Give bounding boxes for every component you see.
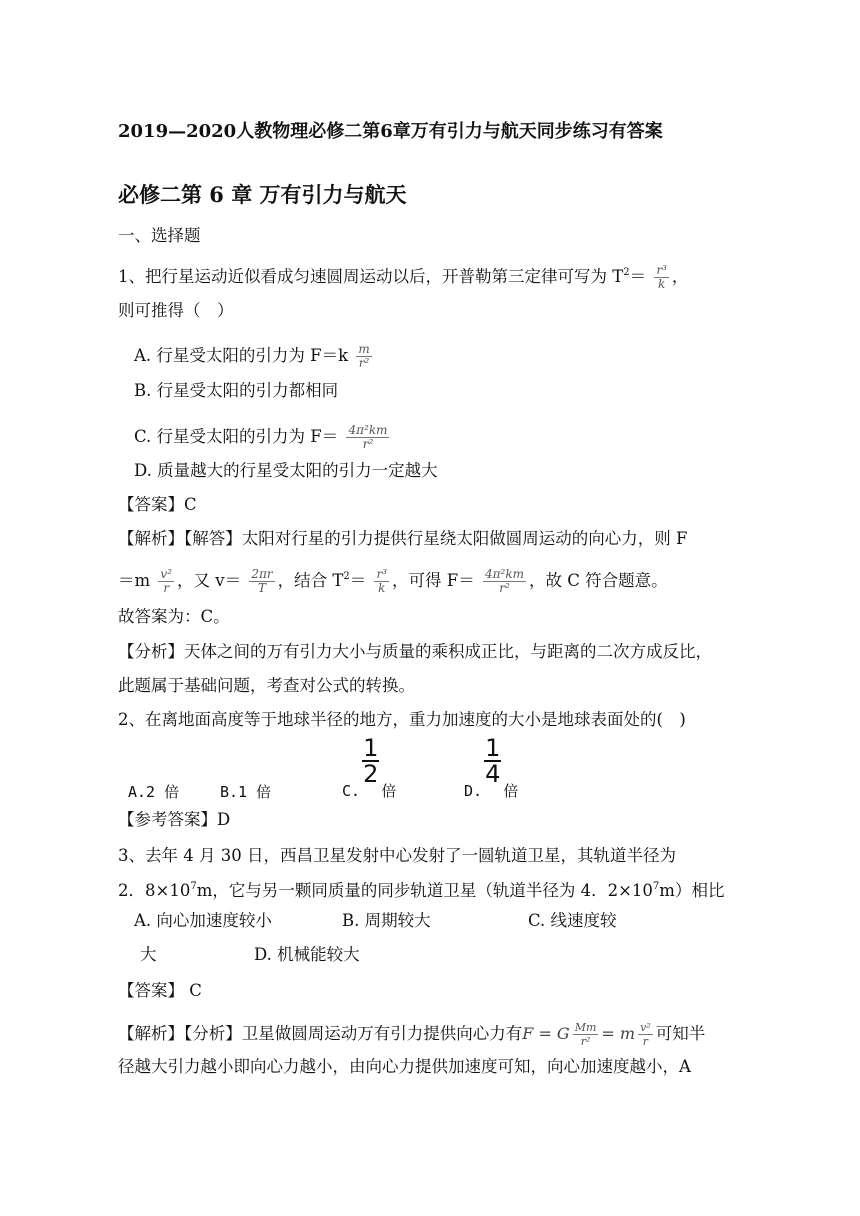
q1-option-b: B. 行星受太阳的引力都相同 [134,381,339,400]
q3-stem-line1: 3、去年 4 月 30 日，西昌卫星发射中心发射了一圆轨道卫星，其轨道半径为 [118,846,676,865]
section-heading: 一、选择题 [118,226,201,245]
q1-option-a: A. 行星受太阳的引力为 F＝k $\frac{m}{\text{r²}}$ [134,342,370,370]
q3-option-b: B. 周期较大 [342,911,431,930]
document-title: 2019—2020人教物理必修二第6章万有引力与航天同步练习有答案 [118,121,663,142]
q2-option-b: B.1 倍 [220,783,272,801]
q2-answer: 【参考答案】D [118,810,231,829]
q1-option-a-fraction: $\frac{m}{\text{r²}}$ [358,342,370,370]
q3-answer: 【答案】 C [118,981,202,1000]
q2-option-a: A.2 倍 [128,783,180,801]
q1-option-d: D. 质量越大的行星受太阳的引力一定越大 [134,461,438,480]
q3-stem-line2: 2．$8\times 10^7m$，它与另一颗同质量的同步轨道卫星（轨道半径为 4．$2\times 10^7m$）相比 [118,881,725,900]
q1-option-c: C. 行星受太阳的引力为 F＝ $\frac{\text{4π²km}}{\text{r²}}$ [134,423,388,451]
q3-explanation-line2: 径越大引力越小即向心力越小，由向心力提供加速度可知，向心加速度越小，A [118,1057,691,1076]
q1-explanation-line2: ＝m $\frac{\text{v²}}{r}$ ，又 v＝ $\frac{2\pi r}{T}$ ，结合 $T^2=$ $\frac{\text{r³}}{k}$ ，可得 F＝ $\frac{\text{4π²km}}{\text{r²}}$ ，故 C 符合题意。 [118,567,668,595]
q1-analysis-line2: 此题属于基础问题，考查对公式的转换。 [118,676,415,695]
q2-option-c: C. $\frac{1}{2}$ 倍 [342,734,397,800]
q3-option-a: A. 向心加速度较小 [134,911,272,930]
q3-option-c-continued: 大 [140,945,157,964]
q1-analysis-line1: 【分析】天体之间的万有引力大小与质量的乘积成正比，与距离的二次方成反比， [118,642,712,661]
q1-stem-fraction: $\frac{\text{r³}}{k}$ [656,263,667,291]
q2-stem: 2、在离地面高度等于地球半径的地方，重力加速度的大小是地球表面处的( ) [118,710,686,729]
q3-explanation-line1: 【解析】【分析】卫星做圆周运动万有引力提供向心力有F = G $\frac{Mm}{\text{r²}}$ = m $\frac{\text{v²}}{r}$ 可知半 [118,1021,706,1048]
q1-option-c-fraction: $\frac{\text{4π²km}}{\text{r²}}$ [348,423,388,451]
q1-stem-line2: 则可推得（ ） [118,301,234,320]
q3-option-d: D. 机械能较大 [254,945,360,964]
chapter-heading: 必修二第 6 章 万有引力与航天 [118,182,407,207]
q2-option-d: D. $\frac{1}{4}$ 倍 [464,734,519,800]
q1-answer: 【答案】C [118,495,197,514]
q1-explanation-line1: 【解析】【解答】太阳对行星的引力提供行星绕太阳做圆周运动的向心力，则 F [118,529,688,548]
q3-option-c: C. 线速度较 [528,911,617,930]
q3-equation: F = G $\frac{Mm}{\text{r²}}$ = m $\frac{\text{v²}}{r}$ [522,1021,651,1048]
q1-explanation-line3: 故答案为：C。 [118,607,230,626]
q1-stem: 1、把行星运动近似看成匀速圆周运动以后，开普勒第三定律可写为 $T^2=$ $\frac{\text{r³}}{k}$ ， [118,263,689,291]
